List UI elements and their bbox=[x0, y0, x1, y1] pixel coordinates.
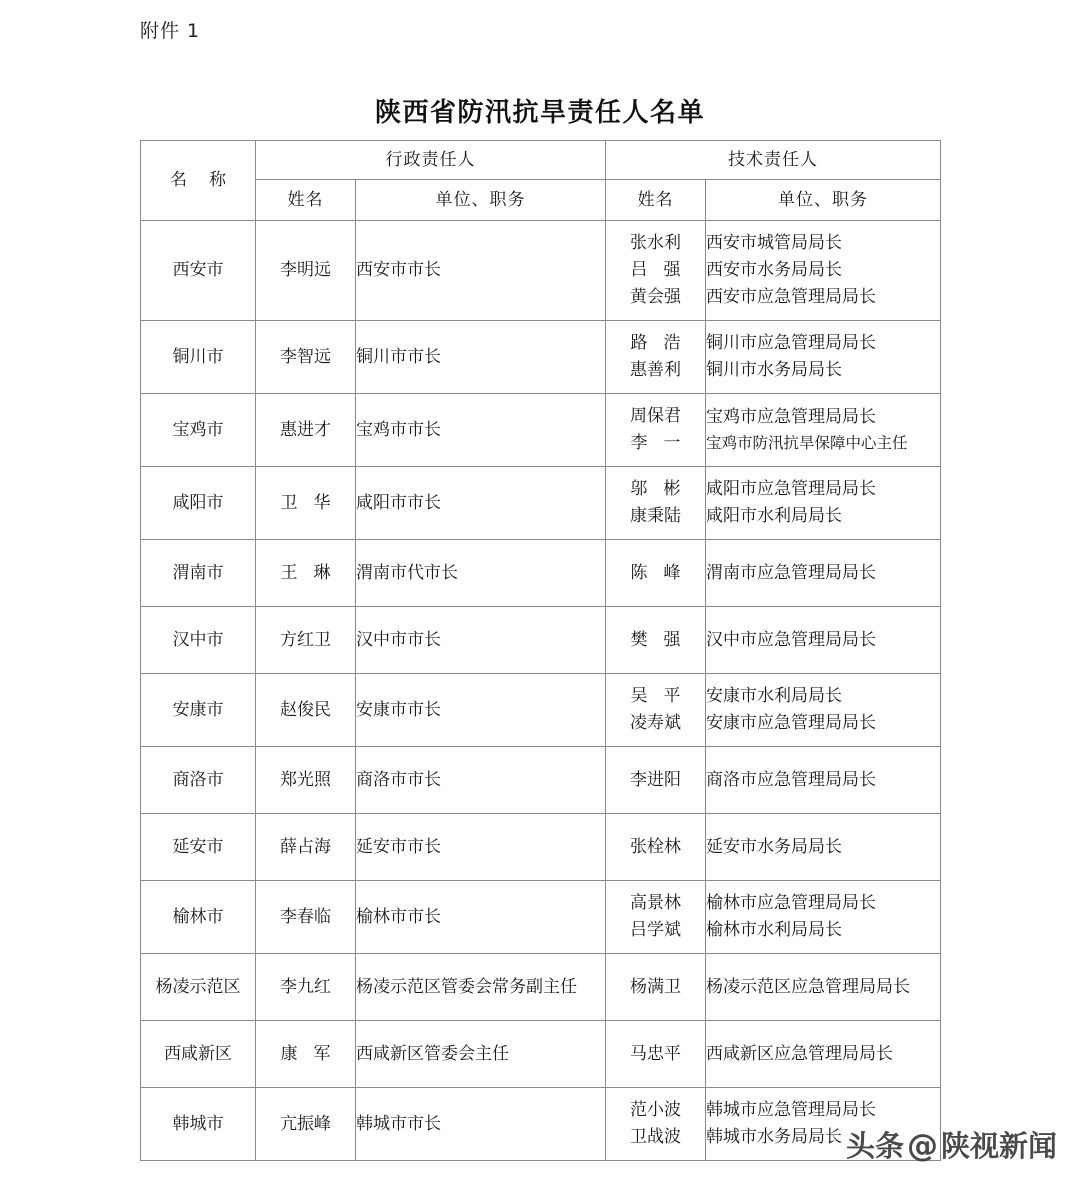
row-tech-posts bbox=[706, 954, 941, 1021]
table-row bbox=[141, 674, 941, 747]
row-region-name: 榆林市 bbox=[141, 881, 256, 954]
row-tech-posts bbox=[706, 321, 941, 394]
row-tech-names bbox=[606, 321, 706, 394]
row-tech-posts bbox=[706, 881, 941, 954]
row-tech-names-line: 张栓林 bbox=[630, 836, 681, 857]
row-tech-posts-line: 榆林市水利局局长 bbox=[706, 920, 842, 940]
row-admin-post: 延安市市长 bbox=[356, 814, 606, 881]
row-tech-posts-stack bbox=[706, 683, 940, 737]
row-tech-names-line: 范小波 bbox=[630, 1100, 681, 1120]
row-tech-names-line bbox=[606, 560, 705, 587]
row-tech-posts bbox=[706, 814, 941, 881]
row-tech-posts bbox=[706, 394, 941, 467]
row-tech-posts-line: 安康市应急管理局局长 bbox=[706, 713, 876, 733]
row-tech-posts-line: 铜川市应急管理局局长 bbox=[706, 333, 876, 353]
row-tech-posts-line: 西安市水务局局长 bbox=[706, 260, 842, 280]
row-tech-names-line-text: 吕强 bbox=[630, 260, 697, 280]
responsible-persons-table-wrap bbox=[140, 140, 940, 1161]
column-header-admin-person: 姓名 bbox=[256, 180, 356, 221]
attachment-label: 附件 1 bbox=[140, 20, 201, 42]
row-tech-posts-stack bbox=[706, 230, 940, 311]
watermark-prefix: 头条 bbox=[846, 1129, 905, 1163]
row-admin-name: 惠进才 bbox=[256, 394, 356, 467]
row-tech-names-stack bbox=[606, 403, 705, 457]
row-tech-posts-stack bbox=[706, 1041, 940, 1068]
row-tech-names-line bbox=[606, 476, 705, 503]
row-tech-posts-line: 西安市城管局局长 bbox=[706, 233, 842, 253]
row-tech-names-stack bbox=[606, 683, 705, 737]
row-tech-posts bbox=[706, 1021, 941, 1088]
table-row bbox=[141, 467, 941, 540]
table-header-row-group bbox=[141, 141, 941, 180]
row-tech-names-line bbox=[606, 683, 705, 710]
row-tech-names bbox=[606, 1021, 706, 1088]
row-region-name: 韩城市 bbox=[141, 1088, 256, 1161]
row-tech-posts-line: 咸阳市水利局局长 bbox=[706, 506, 842, 526]
row-admin-name bbox=[256, 540, 356, 607]
watermark-at-symbol: @ bbox=[907, 1128, 939, 1164]
table-row bbox=[141, 607, 941, 674]
page-title: 陕西省防汛抗旱责任人名单 bbox=[374, 98, 705, 128]
row-tech-names-line: 黄会强 bbox=[630, 287, 681, 307]
row-tech-names-stack bbox=[606, 627, 705, 654]
row-admin-name: 方红卫 bbox=[256, 607, 356, 674]
row-tech-names bbox=[606, 394, 706, 467]
table-header-row-sub bbox=[141, 180, 941, 221]
row-admin-post: 西安市市长 bbox=[356, 221, 606, 321]
row-region-name: 西安市 bbox=[141, 221, 256, 321]
table-body bbox=[141, 221, 941, 1161]
watermark-source: 陕视新闻 bbox=[941, 1129, 1058, 1163]
row-admin-name: 李智远 bbox=[256, 321, 356, 394]
table-row bbox=[141, 1088, 941, 1161]
table-row bbox=[141, 1021, 941, 1088]
row-tech-posts bbox=[706, 540, 941, 607]
table-row bbox=[141, 221, 941, 321]
row-tech-names-line: 李进阳 bbox=[630, 769, 681, 790]
row-tech-names bbox=[606, 747, 706, 814]
row-tech-posts-line: 商洛市应急管理局局长 bbox=[706, 769, 876, 790]
column-header-tech-post: 单位、职务 bbox=[706, 180, 941, 221]
row-tech-names-line: 杨满卫 bbox=[630, 976, 681, 997]
row-admin-name bbox=[256, 467, 356, 540]
row-tech-names-line-text: 李一 bbox=[630, 433, 697, 453]
row-tech-names-line: 凌寿斌 bbox=[630, 713, 681, 733]
row-admin-post: 西咸新区管委会主任 bbox=[356, 1021, 606, 1088]
row-tech-names-line: 高景林 bbox=[630, 893, 681, 913]
row-tech-names bbox=[606, 674, 706, 747]
table-header bbox=[141, 141, 941, 221]
row-tech-names bbox=[606, 814, 706, 881]
row-admin-name: 李明远 bbox=[256, 221, 356, 321]
row-admin-name bbox=[256, 1021, 356, 1088]
row-tech-names-stack bbox=[606, 974, 705, 1001]
row-admin-name-text: 康军 bbox=[280, 1043, 347, 1064]
row-region-name: 渭南市 bbox=[141, 540, 256, 607]
row-tech-posts bbox=[706, 747, 941, 814]
row-tech-posts-line: 宝鸡市防汛抗旱保障中心主任 bbox=[706, 433, 908, 452]
row-tech-names-line: 惠善利 bbox=[630, 360, 681, 380]
row-tech-posts-stack bbox=[706, 627, 940, 654]
row-admin-post: 榆林市市长 bbox=[356, 881, 606, 954]
row-admin-post: 咸阳市市长 bbox=[356, 467, 606, 540]
row-tech-posts-line: 杨凌示范区应急管理局局长 bbox=[706, 976, 910, 997]
row-tech-posts-stack bbox=[706, 560, 940, 587]
column-header-admin-group: 行政责任人 bbox=[256, 141, 606, 180]
row-tech-posts-stack bbox=[706, 890, 940, 944]
row-admin-post: 杨凌示范区管委会常务副主任 bbox=[356, 954, 606, 1021]
row-tech-posts-line: 西咸新区应急管理局局长 bbox=[706, 1043, 893, 1064]
column-header-tech-group: 技术责任人 bbox=[606, 141, 941, 180]
row-tech-names-line bbox=[606, 627, 705, 654]
row-admin-post: 商洛市市长 bbox=[356, 747, 606, 814]
row-region-name: 咸阳市 bbox=[141, 467, 256, 540]
row-tech-posts bbox=[706, 674, 941, 747]
row-tech-names-line: 卫战波 bbox=[630, 1127, 681, 1147]
row-tech-posts-line: 宝鸡市应急管理局局长 bbox=[706, 406, 876, 427]
row-admin-post: 宝鸡市市长 bbox=[356, 394, 606, 467]
row-tech-names-stack bbox=[606, 476, 705, 530]
row-region-name: 汉中市 bbox=[141, 607, 256, 674]
row-tech-posts-line: 韩城市水务局局长 bbox=[706, 1127, 842, 1147]
row-tech-posts-line: 安康市水利局局长 bbox=[706, 686, 842, 706]
row-tech-posts-stack bbox=[706, 974, 940, 1001]
row-admin-name: 薛占海 bbox=[256, 814, 356, 881]
column-header-tech-person: 姓名 bbox=[606, 180, 706, 221]
row-tech-names-line: 张水利 bbox=[630, 233, 681, 253]
table-row bbox=[141, 321, 941, 394]
row-tech-names-line: 马忠平 bbox=[630, 1043, 681, 1064]
row-tech-posts-stack bbox=[706, 476, 940, 530]
column-header-name-text: 名称 bbox=[170, 170, 248, 191]
row-region-name: 铜川市 bbox=[141, 321, 256, 394]
row-tech-names-stack bbox=[606, 230, 705, 311]
row-admin-name: 亢振峰 bbox=[256, 1088, 356, 1161]
row-tech-names-line: 康秉陆 bbox=[630, 506, 681, 526]
row-admin-name: 郑光照 bbox=[256, 747, 356, 814]
row-region-name: 延安市 bbox=[141, 814, 256, 881]
table-row bbox=[141, 881, 941, 954]
row-tech-names-line-text: 路浩 bbox=[630, 333, 697, 353]
row-tech-names-line-text: 陈峰 bbox=[630, 562, 697, 583]
row-tech-posts-line: 渭南市应急管理局局长 bbox=[706, 562, 876, 583]
row-tech-posts-stack bbox=[706, 834, 940, 861]
column-header-name bbox=[141, 141, 256, 221]
row-tech-posts-line: 延安市水务局局长 bbox=[706, 836, 842, 857]
row-tech-names-line bbox=[606, 257, 705, 284]
table-row bbox=[141, 540, 941, 607]
row-tech-posts-line: 咸阳市应急管理局局长 bbox=[706, 479, 876, 499]
row-admin-post: 渭南市代市长 bbox=[356, 540, 606, 607]
row-tech-posts-stack bbox=[706, 767, 940, 794]
row-tech-names-stack bbox=[606, 834, 705, 861]
table-row bbox=[141, 747, 941, 814]
table-row bbox=[141, 954, 941, 1021]
row-tech-posts-stack bbox=[706, 404, 940, 457]
row-tech-posts-line: 榆林市应急管理局局长 bbox=[706, 893, 876, 913]
row-tech-names-stack bbox=[606, 330, 705, 384]
responsible-persons-table bbox=[140, 140, 941, 1161]
row-admin-post: 汉中市市长 bbox=[356, 607, 606, 674]
row-tech-posts-stack bbox=[706, 330, 940, 384]
row-tech-names bbox=[606, 954, 706, 1021]
row-tech-posts-line: 铜川市水务局局长 bbox=[706, 360, 842, 380]
watermark bbox=[846, 1124, 1057, 1165]
row-tech-names-line: 吕学斌 bbox=[630, 920, 681, 940]
row-region-name: 安康市 bbox=[141, 674, 256, 747]
row-admin-name: 李春临 bbox=[256, 881, 356, 954]
row-tech-names-stack bbox=[606, 1097, 705, 1151]
row-tech-posts-line: 韩城市应急管理局局长 bbox=[706, 1100, 876, 1120]
row-tech-posts-line: 西安市应急管理局局长 bbox=[706, 287, 876, 307]
row-tech-posts bbox=[706, 467, 941, 540]
row-tech-names bbox=[606, 221, 706, 321]
row-region-name: 商洛市 bbox=[141, 747, 256, 814]
row-tech-names-stack bbox=[606, 767, 705, 794]
row-tech-posts bbox=[706, 221, 941, 321]
row-admin-post: 韩城市市长 bbox=[356, 1088, 606, 1161]
row-tech-names-stack bbox=[606, 560, 705, 587]
row-region-name: 西咸新区 bbox=[141, 1021, 256, 1088]
row-tech-names-line-text: 邬彬 bbox=[630, 479, 697, 499]
row-admin-post: 安康市市长 bbox=[356, 674, 606, 747]
row-tech-names-stack bbox=[606, 1041, 705, 1068]
row-admin-name: 赵俊民 bbox=[256, 674, 356, 747]
row-admin-name-text: 卫华 bbox=[280, 492, 347, 513]
row-tech-names-line bbox=[606, 430, 705, 457]
row-tech-posts-line: 汉中市应急管理局局长 bbox=[706, 629, 876, 650]
row-tech-names-line-text: 樊强 bbox=[630, 629, 697, 650]
row-tech-names-line: 周保君 bbox=[630, 406, 681, 426]
row-tech-names-stack bbox=[606, 890, 705, 944]
table-row bbox=[141, 814, 941, 881]
row-tech-posts bbox=[706, 607, 941, 674]
row-tech-names bbox=[606, 881, 706, 954]
row-tech-names-line bbox=[606, 330, 705, 357]
row-tech-names bbox=[606, 540, 706, 607]
row-tech-names bbox=[606, 1088, 706, 1161]
row-tech-names bbox=[606, 467, 706, 540]
row-tech-names-line-text: 吴平 bbox=[630, 686, 697, 706]
table-row bbox=[141, 394, 941, 467]
row-admin-name: 李九红 bbox=[256, 954, 356, 1021]
row-region-name: 宝鸡市 bbox=[141, 394, 256, 467]
row-tech-names bbox=[606, 607, 706, 674]
column-header-admin-post: 单位、职务 bbox=[356, 180, 606, 221]
row-region-name: 杨凌示范区 bbox=[141, 954, 256, 1021]
row-admin-name-text: 王琳 bbox=[280, 562, 347, 583]
row-admin-post: 铜川市市长 bbox=[356, 321, 606, 394]
